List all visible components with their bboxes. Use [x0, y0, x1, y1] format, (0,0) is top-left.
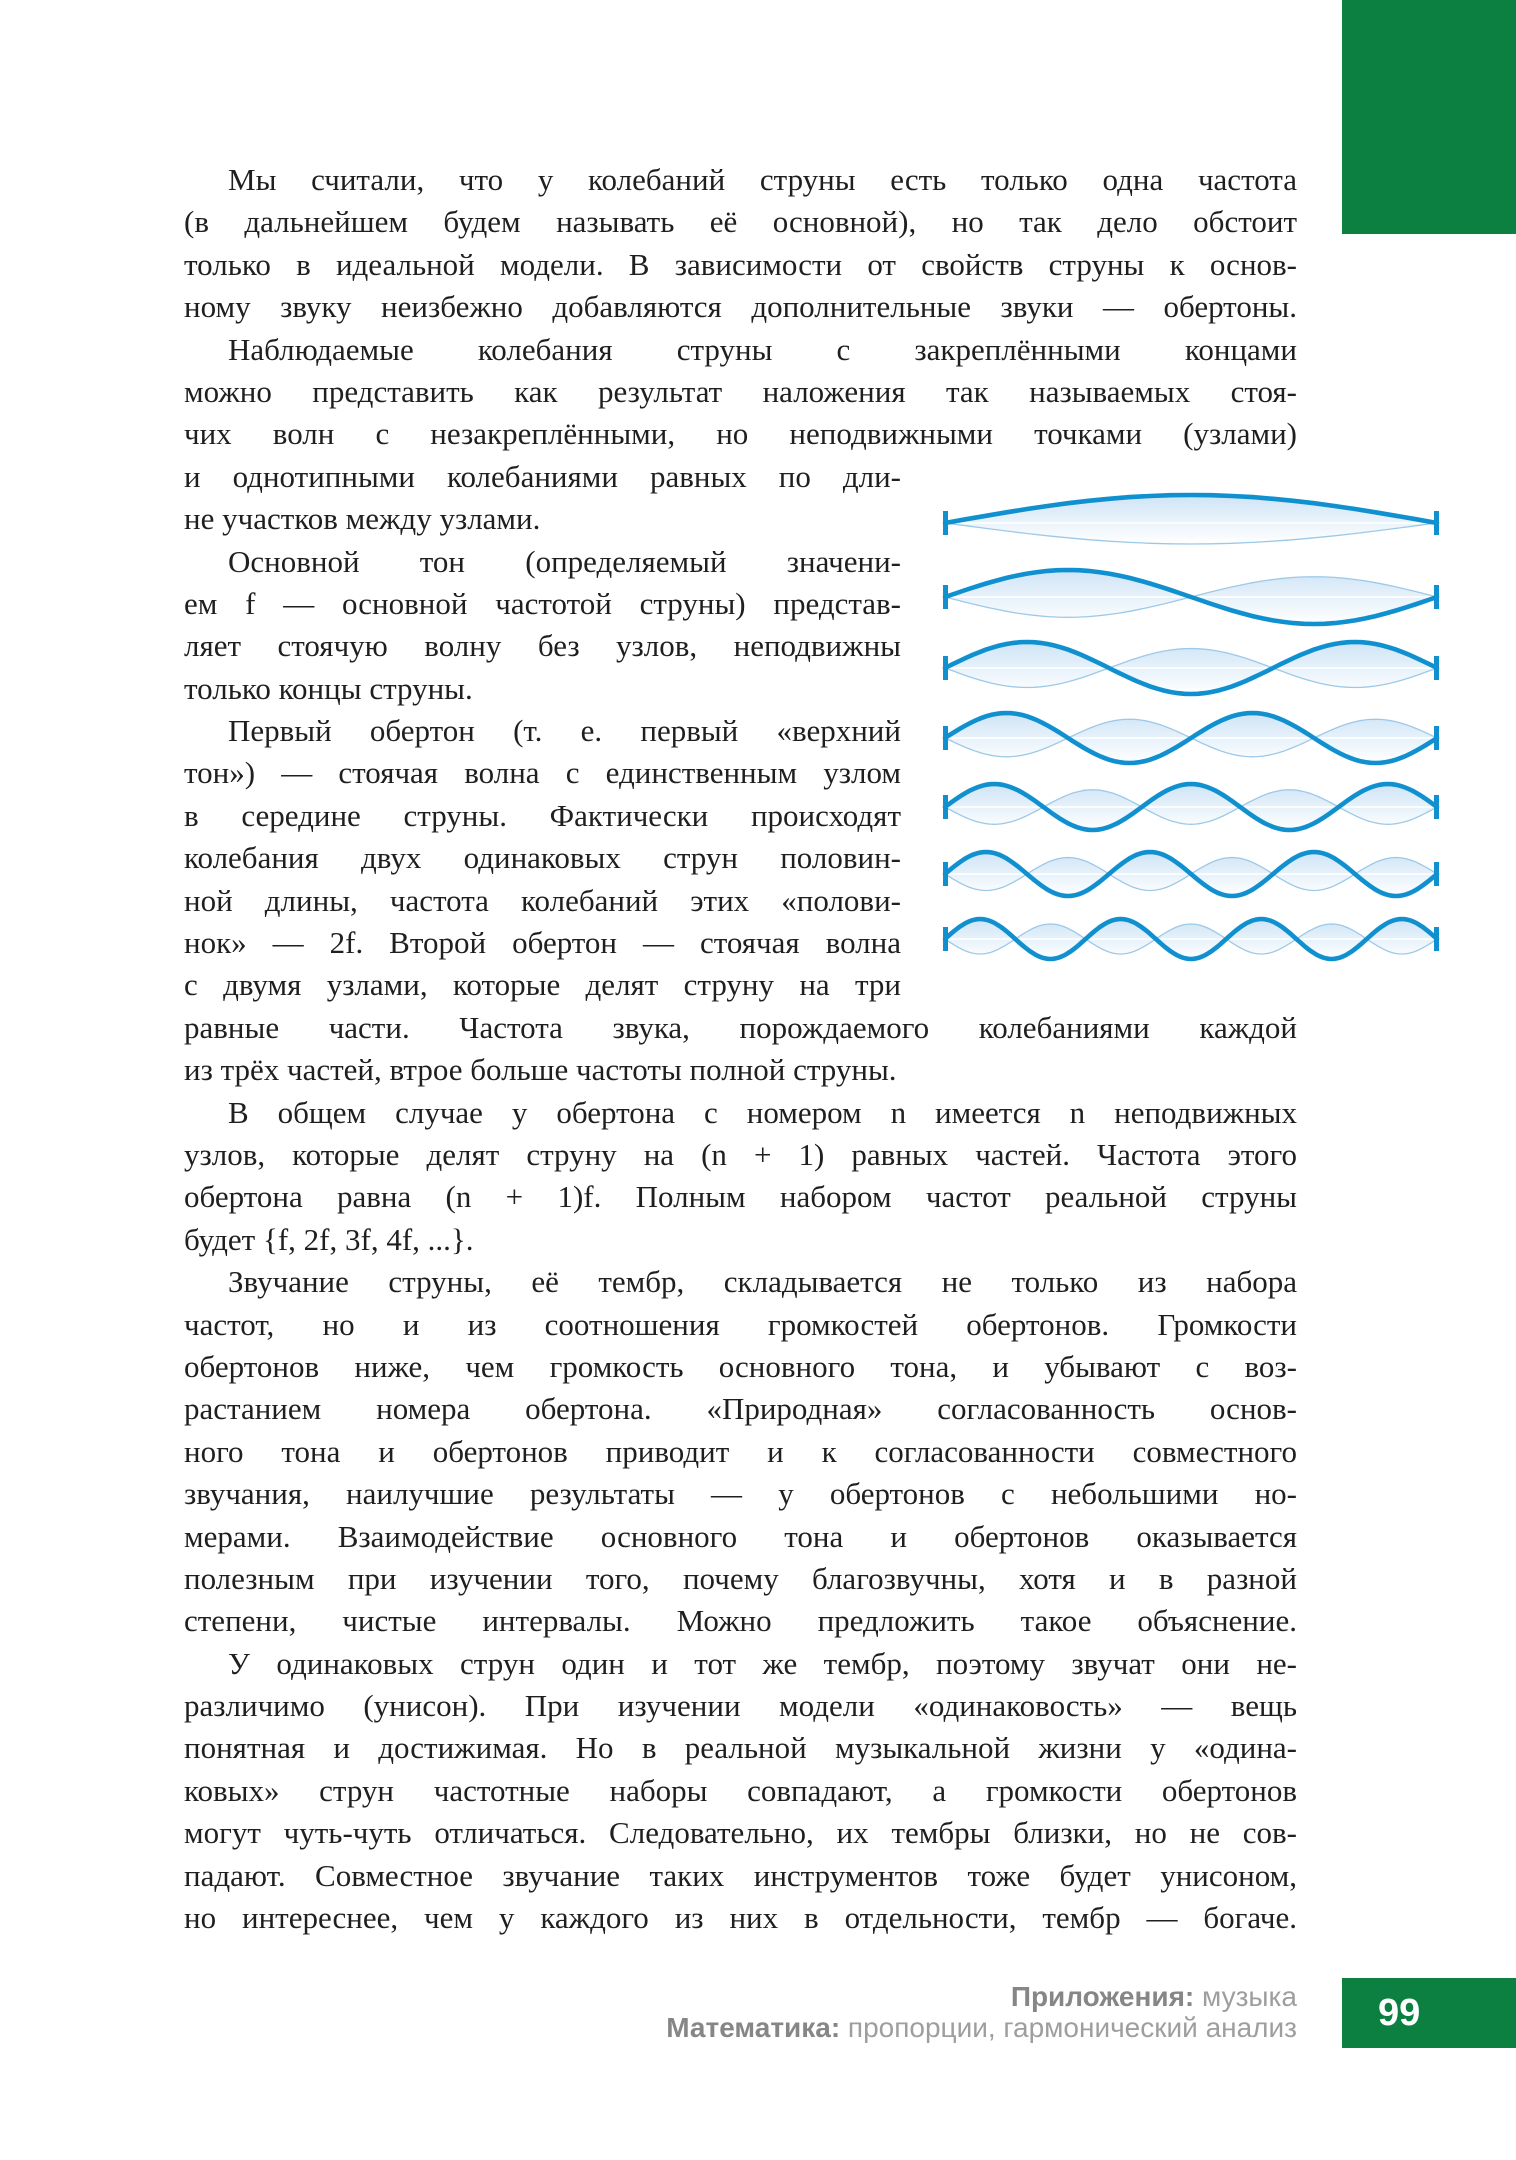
text-line: в середине струны. Фактически происходят — [184, 797, 901, 833]
text-line: ному звуку неизбежно добавляются дополнительные звуки — обертоны. — [184, 289, 1297, 325]
text-line: падают. Совместное звучание таких инструментов тоже будет унисоном, — [184, 1857, 1297, 1893]
text-line: но интереснее, чем у каждого из них в отдельности, тембр — богаче. — [184, 1900, 1297, 1936]
text-line: и однотипными колебаниями равных по дли- — [184, 458, 901, 494]
text-line: только концы струны. — [184, 670, 473, 706]
text-line: обертонов ниже, чем громкость основного тона, и убывают с воз- — [184, 1348, 1297, 1384]
text-line: Наблюдаемые колебания струны с закреплёнными концами — [228, 331, 1297, 367]
text-line: Звучание струны, её тембр, складывается не только из набора — [228, 1264, 1297, 1300]
text-line: равные части. Частота звука, порождаемого колебаниями каждой — [184, 1009, 1297, 1045]
footer-keywords — [666, 1981, 1297, 2043]
footer-label-mathematics: Математика: — [666, 2012, 841, 2043]
standing-wave — [945, 852, 1437, 896]
page-number: 99 — [1378, 1992, 1421, 2034]
footer-line-2 — [666, 2012, 1297, 2043]
standing-waves-svg — [941, 486, 1441, 966]
text-line: ного тона и обертонов приводит и к согласованности совместного — [184, 1433, 1297, 1469]
text-line: растанием номера обертона. «Природная» согласованность основ- — [184, 1391, 1297, 1427]
standing-wave — [945, 495, 1437, 544]
text-line: узлов, которые делят струну на (n + 1) равных частей. Частота этого — [184, 1136, 1297, 1172]
standing-waves-figure — [941, 486, 1441, 966]
text-line: будет {f, 2f, 3f, 4f, ...}. — [184, 1221, 474, 1257]
footer-value-applications: музыка — [1194, 1981, 1297, 2012]
standing-wave — [945, 570, 1437, 624]
text-line: с двумя узлами, которые делят струну на три — [184, 967, 901, 1003]
text-line: могут чуть-чуть отличаться. Следовательно, их тембры близки, но не сов- — [184, 1815, 1297, 1851]
text-line: колебания двух одинаковых струн половин- — [184, 840, 901, 876]
text-line: можно представить как результат наложения так называемых стоя- — [184, 373, 1297, 409]
text-line: ем f — основной частотой струны) представ- — [184, 585, 901, 621]
text-line: понятная и достижимая. Но в реальной музыкальной жизни у «одина- — [184, 1730, 1297, 1766]
text-line: В общем случае у обертона с номером n имеется n неподвижных — [228, 1094, 1297, 1130]
text-line: мерами. Взаимодействие основного тона и обертонов оказывается — [184, 1518, 1297, 1554]
text-line: только в идеальной модели. В зависимости от свойств струны к основ- — [184, 246, 1297, 282]
text-line: ляет стоячую волну без узлов, неподвижны — [184, 628, 901, 664]
text-line: ной длины, частота колебаний этих «полови- — [184, 882, 901, 918]
text-line: ковых» струн частотные наборы совпадают, а громкости обертонов — [184, 1772, 1297, 1808]
standing-wave — [945, 713, 1437, 763]
page-number-badge — [1342, 1978, 1516, 2048]
text-line: полезным при изучении того, почему благозвучны, хотя и в разной — [184, 1560, 1297, 1596]
footer-label-applications: Приложения: — [1010, 1981, 1195, 2012]
text-line: не участков между узлами. — [184, 501, 541, 537]
footer-value-mathematics: пропорции, гармонический анализ — [840, 2012, 1297, 2043]
text-line: из трёх частей, втрое больше частоты полной струны. — [184, 1052, 897, 1088]
body-text — [184, 159, 1297, 1939]
text-line: Мы считали, что у колебаний струны есть только одна частота — [228, 162, 1297, 197]
text-line: частот, но и из соотношения громкостей обертонов. Громкости — [184, 1306, 1297, 1342]
standing-wave — [945, 784, 1437, 830]
standing-wave — [945, 919, 1437, 959]
text-line: звучания, наилучшие результаты — у обертонов с небольшими но- — [184, 1476, 1297, 1512]
text-line: У одинаковых струн один и тот же тембр, поэтому звучат они не- — [228, 1645, 1297, 1681]
text-line: (в дальнейшем будем называть её основной), но так дело обстоит — [184, 204, 1297, 240]
text-line: тон») — стоячая волна с единственным узлом — [184, 755, 901, 791]
text-line: степени, чистые интервалы. Можно предложить такое объяснение. — [184, 1603, 1297, 1639]
text-line: Первый обертон (т. е. первый «верхний — [228, 713, 901, 749]
text-line: различимо (унисон). При изучении модели «одинаковость» — вещь — [184, 1688, 1297, 1724]
text-line: обертона равна (n + 1)f. Полным набором частот реальной струны — [184, 1179, 1297, 1215]
footer-line-1 — [666, 1981, 1297, 2012]
text-line: нок» — 2f. Второй обертон — стоячая волна — [184, 925, 901, 961]
corner-accent-block — [1342, 0, 1516, 234]
standing-wave — [945, 642, 1437, 694]
text-line: Основной тон (определяемый значени- — [228, 543, 901, 579]
text-line: чих волн с незакреплёнными, но неподвижными точками (узлами) — [184, 416, 1297, 452]
